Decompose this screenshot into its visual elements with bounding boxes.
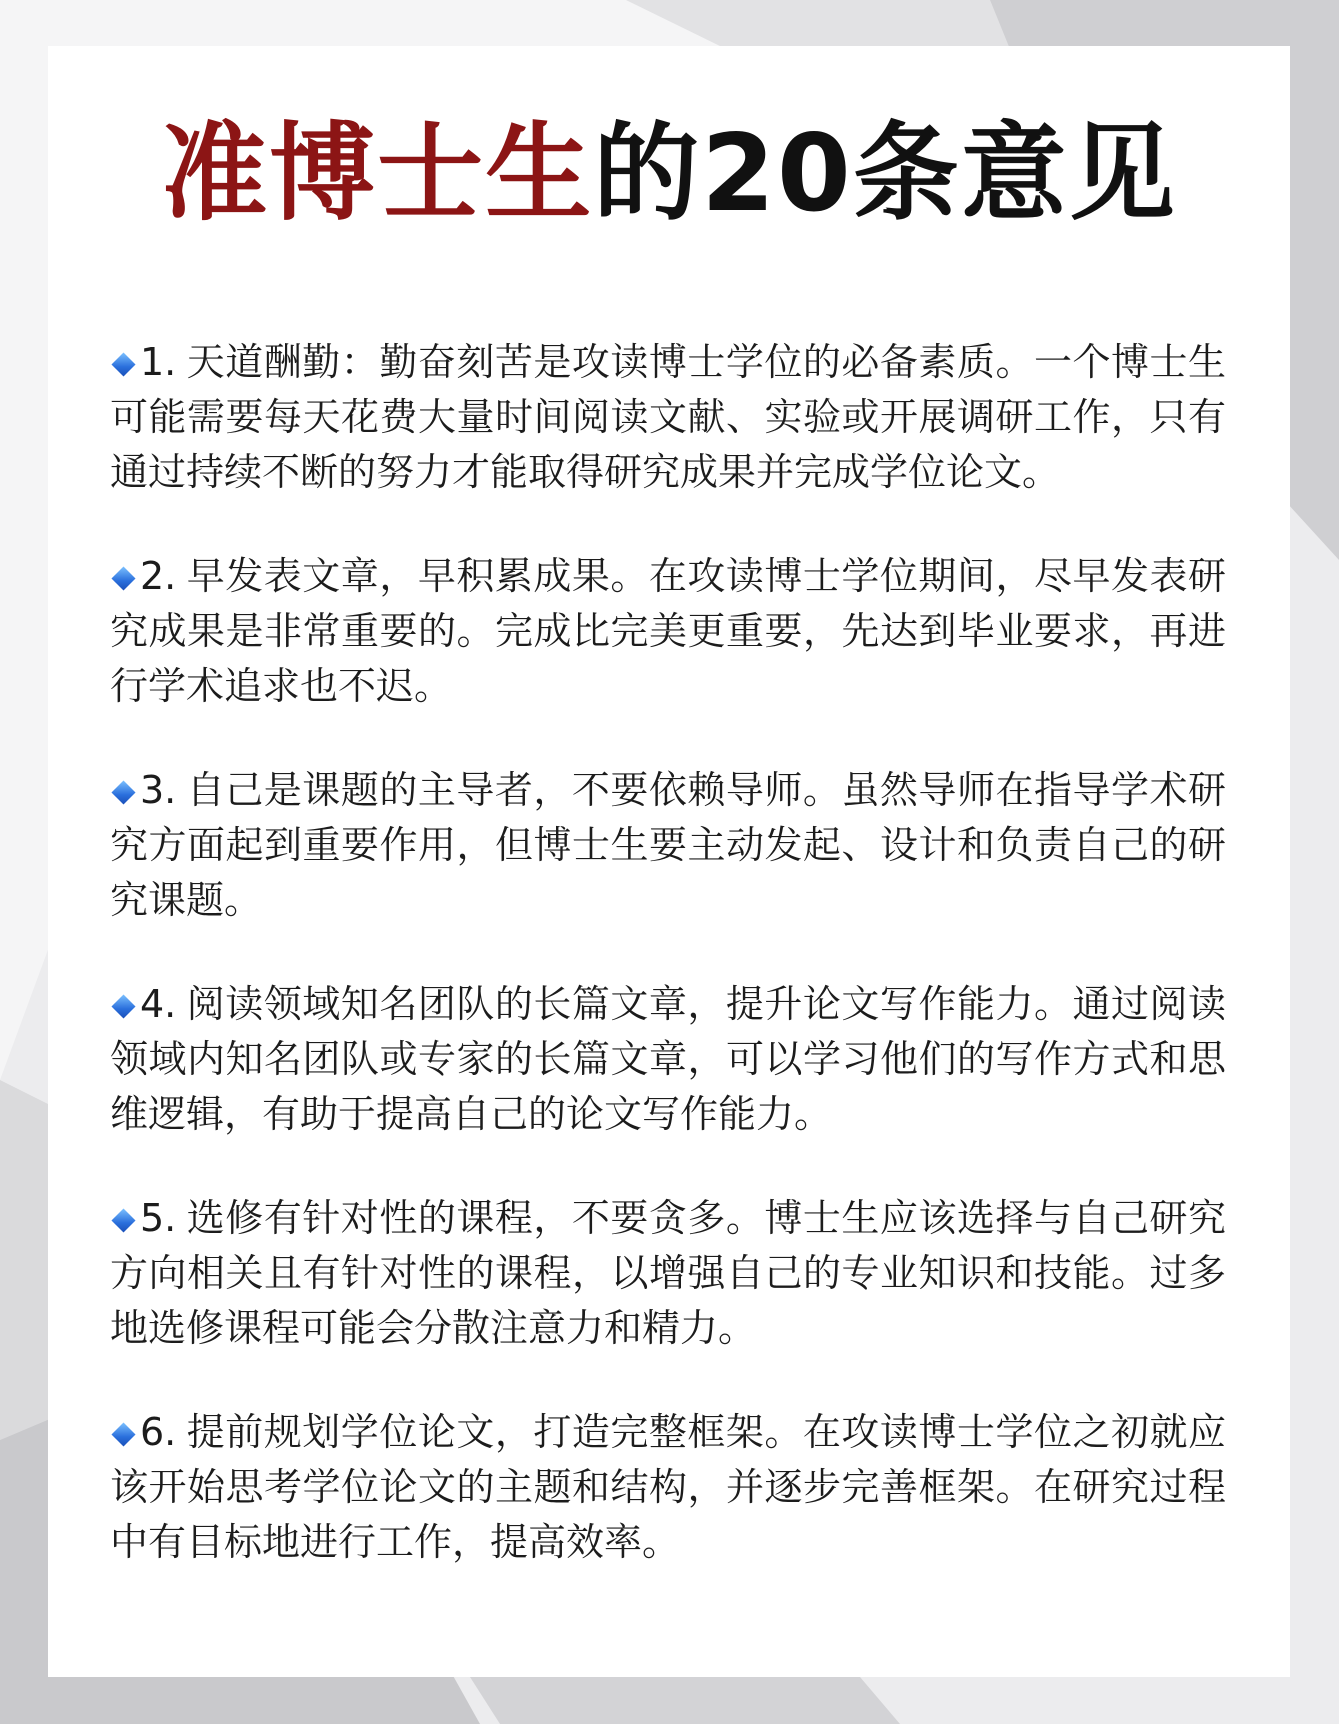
item-number: 1. (140, 340, 177, 384)
diamond-bullet-icon (111, 780, 135, 804)
advice-item-3 (110, 763, 1226, 928)
advice-item-5 (110, 1191, 1226, 1356)
item-line: 通过持续不断的努力才能取得研究成果并完成学位论文。 (110, 450, 1061, 494)
item-line: 领域内知名团队或专家的长篇文章，可以学习他们的写作方式和思 (110, 1037, 1226, 1081)
item-line (110, 1191, 1226, 1246)
item-line (110, 1405, 1226, 1460)
diamond-bullet-icon (111, 994, 135, 1018)
item-line: 该开始思考学位论文的主题和结构，并逐步完善框架。在研究过程 (110, 1465, 1226, 1509)
title-rest: 的20条意见 (593, 112, 1177, 235)
content-card (48, 46, 1290, 1677)
item-text: 自己是课题的主导者，不要依赖导师。虽然导师在指导学术研 (186, 768, 1226, 812)
advice-list (110, 335, 1226, 1619)
item-line: 地选修课程可能会分散注意力和精力。 (110, 1306, 757, 1350)
item-line: 行学术追求也不迟。 (110, 664, 453, 708)
item-line: 究方面起到重要作用，但博士生要主动发起、设计和负责自己的研 (110, 823, 1226, 867)
item-number: 2. (140, 554, 177, 598)
item-text: 提前规划学位论文，打造完整框架。在攻读博士学位之初就应 (186, 1410, 1226, 1454)
item-text: 天道酬勤：勤奋刻苦是攻读博士学位的必备素质。一个博士生 (186, 340, 1226, 384)
advice-item-2 (110, 549, 1226, 714)
diamond-bullet-icon (111, 566, 135, 590)
item-line: 可能需要每天花费大量时间阅读文献、实验或开展调研工作，只有 (110, 395, 1226, 439)
item-line: 维逻辑，有助于提高自己的论文写作能力。 (110, 1092, 833, 1136)
item-text: 选修有针对性的课程，不要贪多。博士生应该选择与自己研究 (186, 1196, 1226, 1240)
advice-item-6 (110, 1405, 1226, 1570)
item-line: 究成果是非常重要的。完成比完美更重要，先达到毕业要求，再进 (110, 609, 1226, 653)
item-line (110, 549, 1226, 604)
page-title (48, 114, 1290, 234)
item-line (110, 335, 1226, 390)
item-line: 究课题。 (110, 878, 263, 922)
advice-item-4 (110, 977, 1226, 1142)
item-line (110, 977, 1226, 1032)
item-number: 4. (140, 982, 177, 1026)
item-number: 3. (140, 768, 177, 812)
diamond-bullet-icon (111, 352, 135, 376)
item-line: 方向相关且有针对性的课程，以增强自己的专业知识和技能。过多 (110, 1251, 1226, 1295)
item-line (110, 763, 1226, 818)
item-number: 6. (140, 1410, 177, 1454)
advice-item-1 (110, 335, 1226, 500)
item-text: 阅读领域知名团队的长篇文章，提升论文写作能力。通过阅读 (186, 982, 1226, 1026)
item-line: 中有目标地进行工作，提高效率。 (110, 1520, 681, 1564)
item-number: 5. (140, 1196, 177, 1240)
item-text: 早发表文章，早积累成果。在攻读博士学位期间，尽早发表研 (186, 554, 1226, 598)
diamond-bullet-icon (111, 1422, 135, 1446)
title-highlight: 准博士生 (161, 112, 594, 235)
diamond-bullet-icon (111, 1208, 135, 1232)
